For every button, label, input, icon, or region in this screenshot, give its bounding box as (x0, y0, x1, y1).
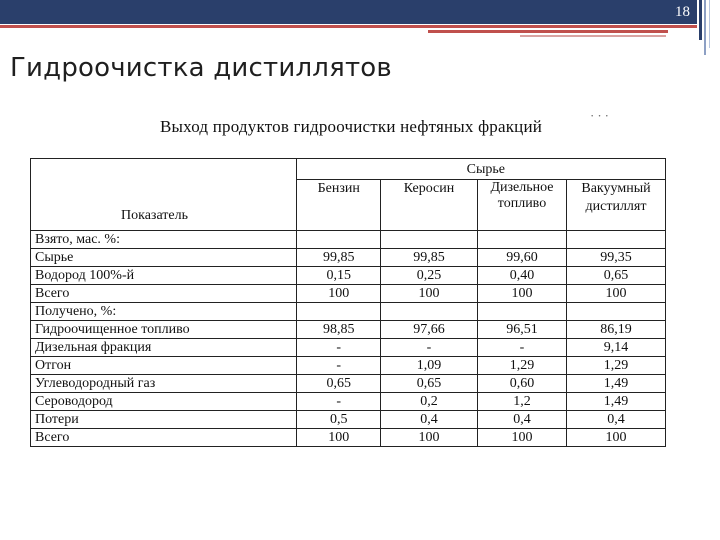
table-cell: - (297, 393, 380, 411)
table-cell (567, 231, 666, 249)
scanned-table-image (30, 100, 670, 490)
table-row (31, 375, 666, 393)
row-label: Всего (31, 285, 297, 303)
header-accent-line-thin (520, 35, 666, 37)
page-number: 18 (675, 4, 690, 20)
table-row (31, 339, 666, 357)
table-cell: 1,2 (478, 393, 567, 411)
table-cell: 99,85 (380, 249, 477, 267)
table-cell: 1,09 (380, 357, 477, 375)
table-cell: 1,29 (567, 357, 666, 375)
table-cell: 100 (297, 285, 380, 303)
header-cell-feed: Сырье (297, 159, 666, 180)
table-cell (478, 231, 567, 249)
table-row (31, 285, 666, 303)
table-cell (297, 231, 380, 249)
table-row (31, 249, 666, 267)
header-accent-line-short (428, 30, 668, 33)
header-side-stripe (699, 0, 702, 40)
slide-title: Гидроочистка дистиллятов (10, 53, 392, 83)
header-side-stripe (709, 0, 710, 48)
table-row (31, 357, 666, 375)
table-cell: 100 (478, 429, 567, 447)
table-cell: 99,35 (567, 249, 666, 267)
row-label: Взято, мас. %: (31, 231, 297, 249)
row-label: Водород 100%-й (31, 267, 297, 285)
yield-table (30, 158, 666, 447)
table-cell: 9,14 (567, 339, 666, 357)
table-cell: - (478, 339, 567, 357)
table-cell: 0,65 (297, 375, 380, 393)
table-cell: 100 (478, 285, 567, 303)
table-cell: 99,85 (297, 249, 380, 267)
row-label: Дизельная фракция (31, 339, 297, 357)
table-cell (380, 303, 477, 321)
row-label: Всего (31, 429, 297, 447)
row-label: Углеводородный газ (31, 375, 297, 393)
table-cell: 0,2 (380, 393, 477, 411)
header-side-stripe (704, 0, 706, 55)
table-cell: 0,5 (297, 411, 380, 429)
table-row (31, 393, 666, 411)
table-body (31, 231, 666, 447)
table-cell: - (297, 357, 380, 375)
table-cell: - (297, 339, 380, 357)
table-cell: 96,51 (478, 321, 567, 339)
column-header: Керосин (380, 180, 477, 231)
table-cell: 1,49 (567, 375, 666, 393)
table-cell: 86,19 (567, 321, 666, 339)
table-cell: 0,4 (478, 411, 567, 429)
table-cell: - (380, 339, 477, 357)
scan-artifact: ··· (590, 108, 612, 123)
column-header: Вакуумный дистиллят (567, 180, 666, 231)
table-cell: 100 (297, 429, 380, 447)
table-cell: 100 (380, 285, 477, 303)
table-row (31, 429, 666, 447)
table-cell: 0,15 (297, 267, 380, 285)
table-cell (380, 231, 477, 249)
table-cell: 1,29 (478, 357, 567, 375)
header-accent-line (0, 25, 697, 28)
table-cell (297, 303, 380, 321)
table-cell: 0,4 (567, 411, 666, 429)
table-cell: 0,65 (567, 267, 666, 285)
row-label: Потери (31, 411, 297, 429)
table-cell: 97,66 (380, 321, 477, 339)
table-cell: 99,60 (478, 249, 567, 267)
row-label: Гидроочищенное топливо (31, 321, 297, 339)
header-cell-parameter: Показатель (31, 159, 297, 231)
row-label: Получено, %: (31, 303, 297, 321)
table-caption: Выход продуктов гидроочистки нефтяных фракций (160, 117, 543, 136)
table-cell: 0,65 (380, 375, 477, 393)
header-bar (0, 0, 697, 24)
table-cell: 100 (380, 429, 477, 447)
table-cell: 100 (567, 429, 666, 447)
table-cell: 0,25 (380, 267, 477, 285)
column-header: Бензин (297, 180, 380, 231)
table-row (31, 267, 666, 285)
row-label: Отгон (31, 357, 297, 375)
table-row (31, 303, 666, 321)
table-row (31, 231, 666, 249)
table-cell (478, 303, 567, 321)
table-cell (567, 303, 666, 321)
table-cell: 0,40 (478, 267, 567, 285)
row-label: Сероводород (31, 393, 297, 411)
column-header: Дизельное топливо (478, 180, 567, 231)
table-cell: 100 (567, 285, 666, 303)
table-row (31, 411, 666, 429)
row-label: Сырье (31, 249, 297, 267)
table-row (31, 321, 666, 339)
table-cell: 1,49 (567, 393, 666, 411)
table-header-row (31, 159, 666, 180)
table-cell: 0,4 (380, 411, 477, 429)
table-cell: 98,85 (297, 321, 380, 339)
table-cell: 0,60 (478, 375, 567, 393)
